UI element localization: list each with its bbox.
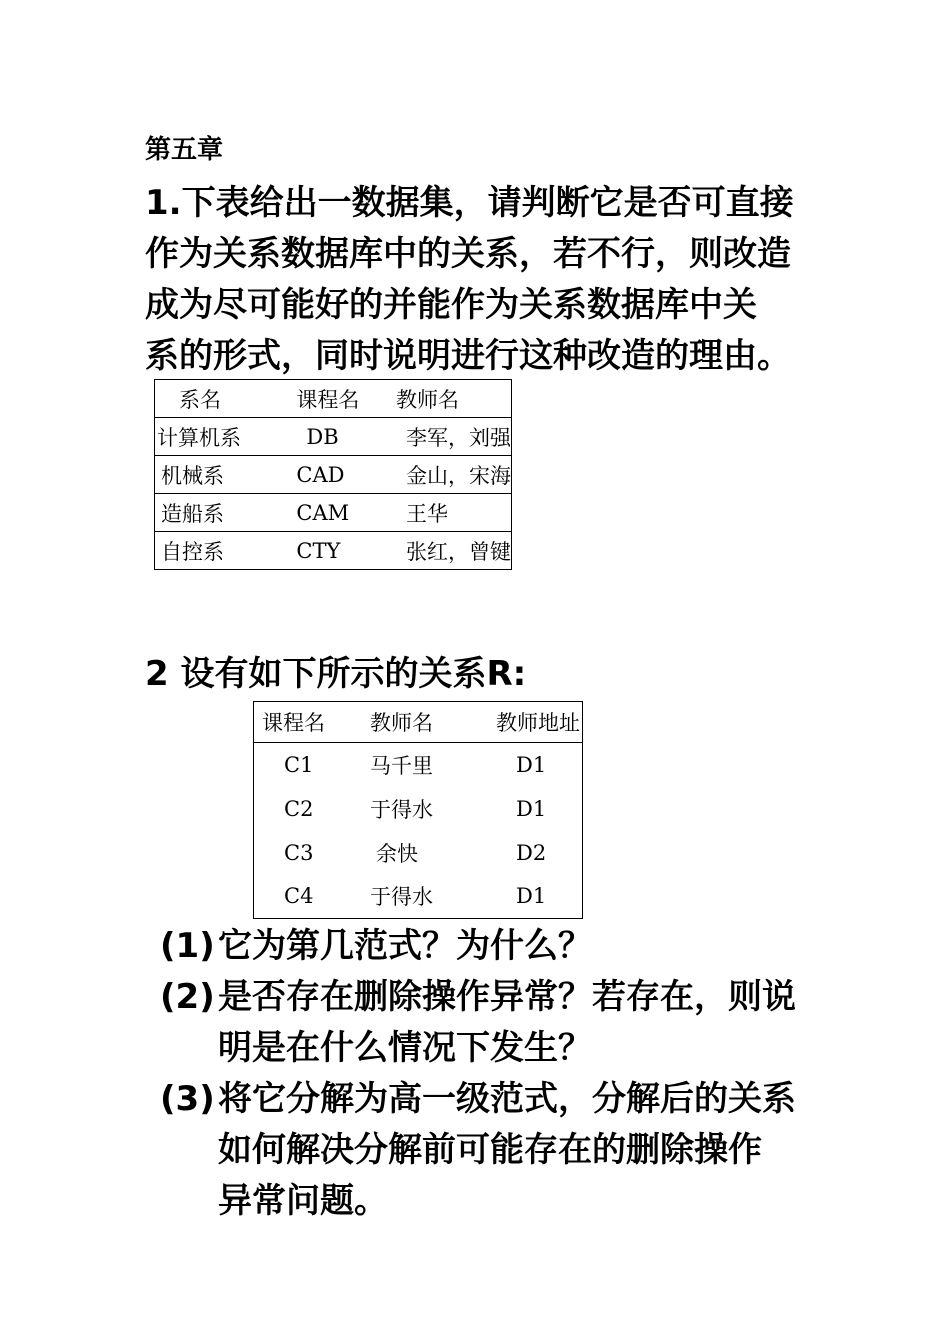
table-cell: CAD: [296, 462, 345, 487]
table-cell: 计算机系: [157, 425, 241, 450]
header-cell: 课程名: [262, 711, 325, 735]
header-cell: 系名: [179, 387, 221, 412]
chapter-title: 第五章: [145, 135, 224, 165]
question-1-line: 成为尽可能好的并能作为关系数据库中关: [145, 285, 757, 325]
table-cell: 李军，刘强: [406, 425, 511, 450]
table-row: [155, 456, 512, 494]
table-row: [254, 743, 583, 787]
subquestion-text: [218, 972, 796, 1074]
header-cell: 教师名: [396, 387, 459, 412]
table-row: [254, 831, 583, 875]
table-cell: 于得水: [370, 797, 433, 822]
table-cell: 金山，宋海: [406, 463, 511, 488]
table-row: [155, 532, 512, 570]
table-row: [254, 787, 583, 831]
table-header-row: [155, 380, 512, 418]
table-cell: 于得水: [370, 885, 433, 910]
table-row: [155, 418, 512, 456]
subquestion-number: (2): [160, 977, 215, 1017]
subquestion-line: 将它分解为高一级范式，分解后的关系: [218, 1079, 796, 1119]
table-cell: D2: [516, 840, 547, 865]
subquestion-number: (3): [160, 1079, 215, 1119]
subquestion-line: 如何解决分解前可能存在的删除操作: [218, 1130, 762, 1170]
subquestion-line: 明是在什么情况下发生？: [218, 1028, 592, 1068]
header-cell: 课程名: [296, 387, 360, 412]
header-cell: 教师地址: [496, 711, 580, 735]
question-1-line: 1.下表给出一数据集，请判断它是否可直接: [145, 183, 794, 223]
table-cell: 王华: [406, 501, 448, 526]
table-cell: 张红，曾键: [406, 539, 511, 564]
subquestion-text: [218, 921, 592, 972]
table-cell: C1: [284, 752, 314, 777]
table-cell: 造船系: [161, 501, 224, 526]
table-cell: D1: [516, 752, 547, 777]
table-cell: C2: [284, 796, 314, 821]
subquestion-number: (1): [160, 926, 215, 966]
question-2: 2 设有如下所示的关系R:: [145, 654, 527, 694]
subquestion-text: [218, 1074, 796, 1227]
table-cell: 余快: [376, 841, 418, 866]
question-1: [145, 178, 825, 382]
subquestion-line: 是否存在删除操作异常？若存在，则说: [218, 977, 796, 1017]
table-cell: C3: [284, 840, 314, 865]
table-cell: D1: [516, 884, 547, 909]
table-row: [155, 494, 512, 532]
dataset-table: [154, 379, 512, 570]
table-cell: D1: [516, 796, 547, 821]
table-cell: CTY: [296, 538, 341, 563]
question-1-line: 作为关系数据库中的关系，若不行，则改造: [145, 234, 791, 274]
table-cell: 马千里: [370, 753, 433, 778]
table-cell: 自控系: [161, 539, 224, 564]
table-cell: C4: [284, 884, 314, 909]
table-cell: DB: [306, 424, 339, 449]
header-cell: 教师名: [370, 711, 433, 735]
table-row: [254, 875, 583, 919]
subquestion-line: 它为第几范式？为什么？: [218, 926, 592, 966]
table-cell: 机械系: [161, 463, 224, 488]
subquestion-line: 异常问题。: [218, 1181, 388, 1221]
table-header-row: [254, 702, 583, 743]
table-cell: CAM: [296, 500, 350, 525]
question-1-line: 系的形式，同时说明进行这种改造的理由。: [145, 336, 791, 376]
relation-r-table: [253, 701, 583, 919]
